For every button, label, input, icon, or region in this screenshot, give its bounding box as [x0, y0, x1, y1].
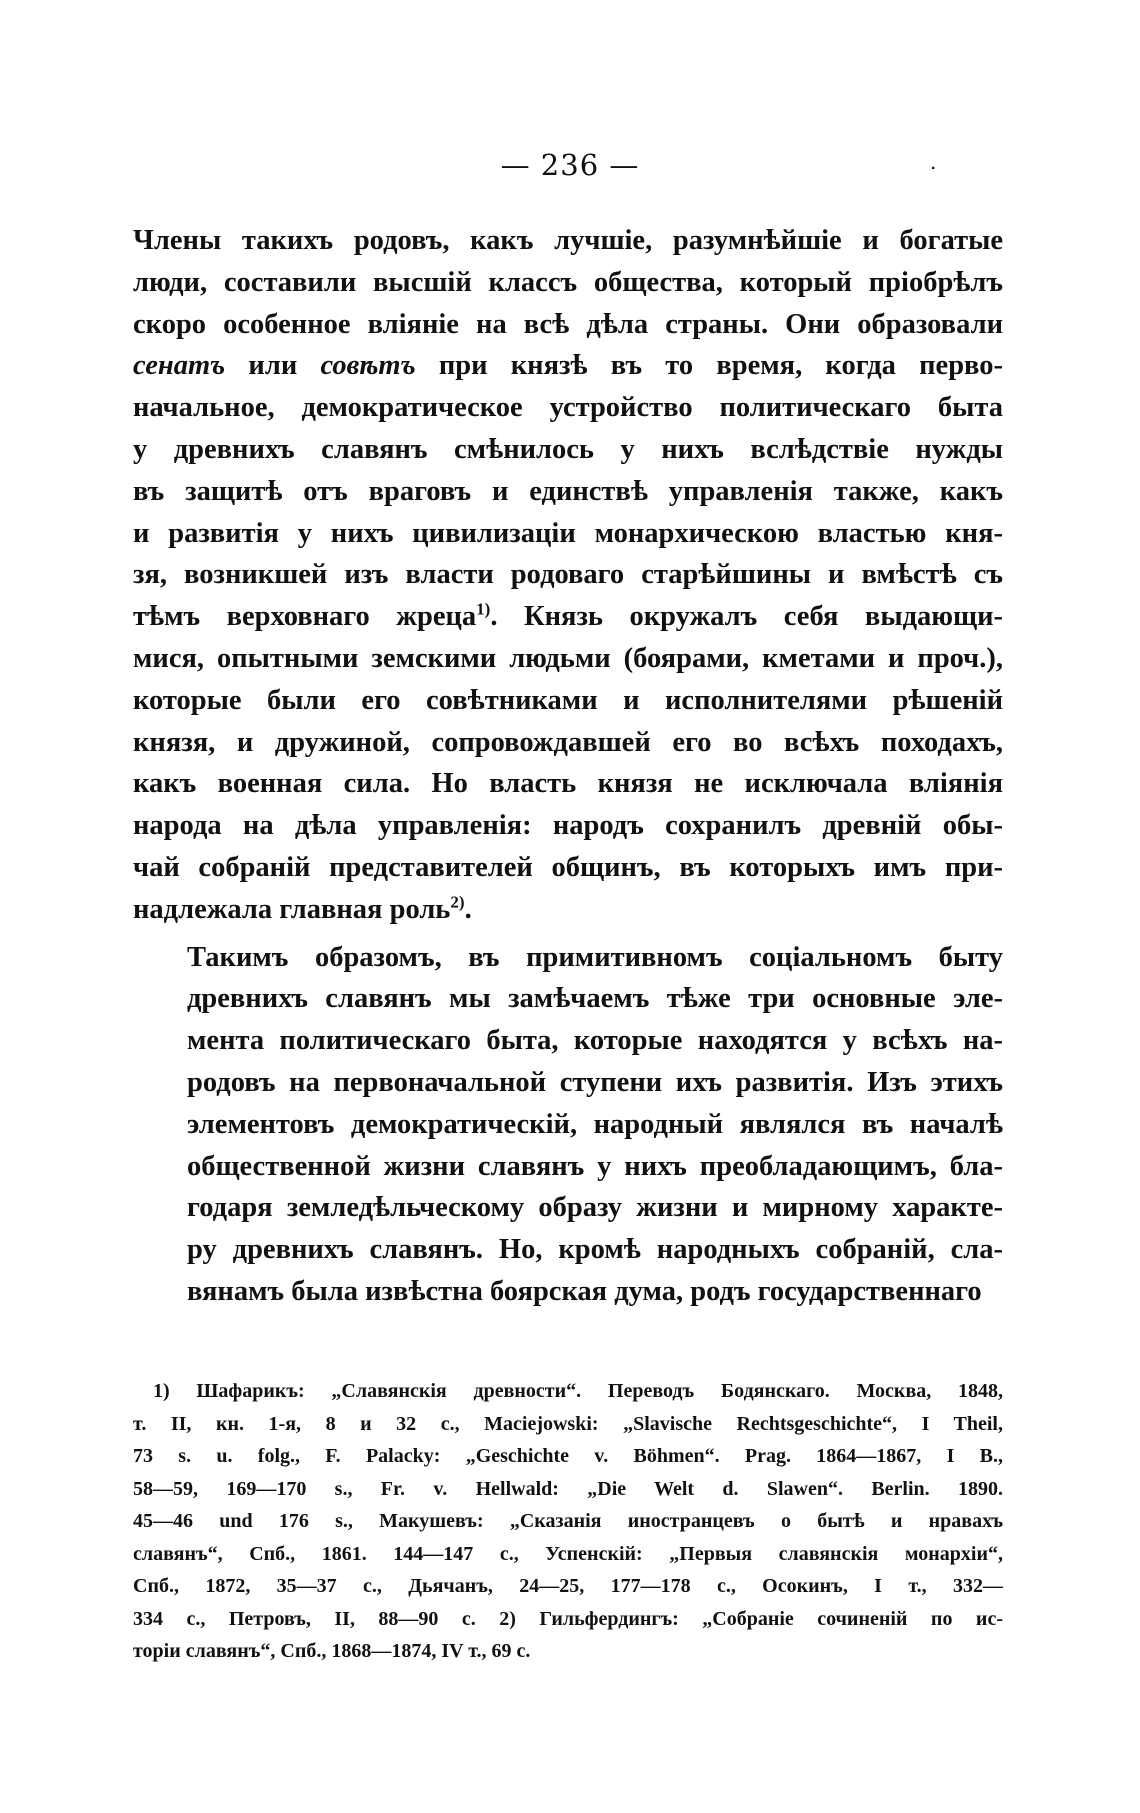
text-line: древнихъ славянъ мы замѣчаемъ тѣже три основные эле-: [187, 983, 1003, 1015]
text-line: въ защитѣ отъ враговъ и единствѣ управленія также, какъ: [133, 475, 1003, 507]
text-line: элементовъ демократическій, народный являлся въ началѣ: [187, 1108, 1003, 1140]
paragraph-1: [133, 220, 1003, 931]
footnote-line: Спб., 1872, 35—37 с., Дьячанъ, 24—25, 177—178 с., Осокинъ, I т., 332—: [133, 1575, 1003, 1597]
text-fragment: тѣмъ верховнаго жреца: [133, 601, 477, 633]
stray-mark: .: [930, 150, 937, 174]
text-line: начальное, демократическое устройство политическаго быта: [133, 392, 1003, 424]
text-line: какъ военная сила. Но власть князя не исключала вліянія: [133, 768, 1003, 800]
footnote-line: 73 s. u. folg., F. Palacky: „Geschichte v. Böhmen“. Prag. 1864—1867, I B.,: [133, 1445, 1003, 1467]
text-line: зя, возникшей изъ власти родоваго старѣйшины и вмѣстѣ съ: [133, 559, 1003, 591]
text-line: [133, 889, 1003, 931]
footnote-line: торіи славянъ“, Спб., 1868—1874, IV т., 69 с.: [133, 1640, 531, 1662]
text-fragment: .: [464, 893, 472, 925]
footnote-line: 58—59, 169—170 s., Fr. v. Hellwald: „Die Welt d. Slawen“. Berlin. 1890.: [133, 1477, 1003, 1500]
text-line: [133, 596, 1003, 638]
text-line: мися, опытными земскими людьми (боярами, кметами и проч.),: [133, 642, 1003, 674]
main-text: [133, 220, 1003, 1313]
footnote-line: 334 с., Петровъ, II, 88—90 с. 2) Гильфердингъ: „Собраніе сочиненій по ис-: [133, 1607, 1003, 1630]
text-line: и развитія у нихъ цивилизаціи монархическою властью кня-: [133, 517, 1003, 549]
text-line: родовъ на первоначальной ступени ихъ развитія. Изъ этихъ: [187, 1066, 1003, 1098]
text-fragment: . Князь окружалъ себя выдающи-: [490, 601, 1003, 633]
term-council: совѣтъ: [320, 350, 416, 382]
text-line: вянамъ была извѣстна боярская дума, родъ государственнаго: [187, 1275, 982, 1307]
text-line: общественной жизни славянъ у нихъ преобладающимъ, бла-: [187, 1150, 1003, 1182]
footnote-line: славянъ“, Спб., 1861. 144—147 с., Успенскій: „Первыя славянскія монархіи“,: [133, 1542, 1003, 1565]
footnote-ref-1: 1): [476, 599, 491, 619]
footnote-divider: [133, 1350, 333, 1351]
text-line: у древнихъ славянъ смѣнилось у нихъ вслѣдствіе нужды: [133, 433, 1003, 465]
text-line: люди, составили высшій классъ общества, который пріобрѣлъ: [133, 266, 1003, 298]
page-number: — 236 —: [500, 148, 640, 182]
paragraph-2: [133, 937, 1003, 1313]
text-line: Такимъ образомъ, въ примитивномъ соціальномъ быту: [187, 941, 1003, 973]
footnote-ref-2: 2): [450, 892, 465, 912]
text-line: Члены такихъ родовъ, какъ лучшіе, разумнѣйшіе и богатые: [133, 225, 1003, 256]
footnote-line: 1) Шафарикъ: „Славянскія древности“. Переводъ Бодянскаго. Москва, 1848,: [153, 1380, 1003, 1402]
text-fragment: надлежала главная роль: [133, 893, 451, 925]
text-line: народа на дѣла управленія: народъ сохранилъ древній обы-: [133, 810, 1003, 842]
text-line: годаря земледѣльческому образу жизни и мирному характе-: [187, 1192, 1003, 1224]
text-line: [133, 345, 1003, 387]
footnotes: [133, 1375, 1003, 1668]
text-line: скоро особенное вліяніе на всѣ дѣла страны. Они образовали: [133, 308, 1003, 340]
footnote-line: 45—46 und 176 s., Макушевъ: „Сказанія иностранцевъ о бытѣ и нравахъ: [133, 1510, 1003, 1532]
text-line: мента политическаго быта, которые находятся у всѣхъ на-: [187, 1025, 1003, 1057]
text-line: чай собраній представителей общинъ, въ которыхъ имъ при-: [133, 851, 1003, 883]
text-fragment: при князѣ въ то время, когда перво-: [438, 350, 1003, 382]
text-line: князя, и дружиной, сопровождавшей его во всѣхъ походахъ,: [133, 726, 1003, 758]
text-line: которые были его совѣтниками и исполнителями рѣшеній: [133, 684, 1003, 716]
term-senate: сенатъ: [133, 350, 226, 382]
text-line: ру древнихъ славянъ. Но, кромѣ народныхъ собраній, сла-: [187, 1234, 1003, 1266]
word-or: или: [248, 350, 298, 382]
footnote-line: т. II, кн. 1-я, 8 и 32 с., Maciejowski: „Slavische Rechtsgeschichte“, I Theil,: [133, 1412, 1003, 1435]
